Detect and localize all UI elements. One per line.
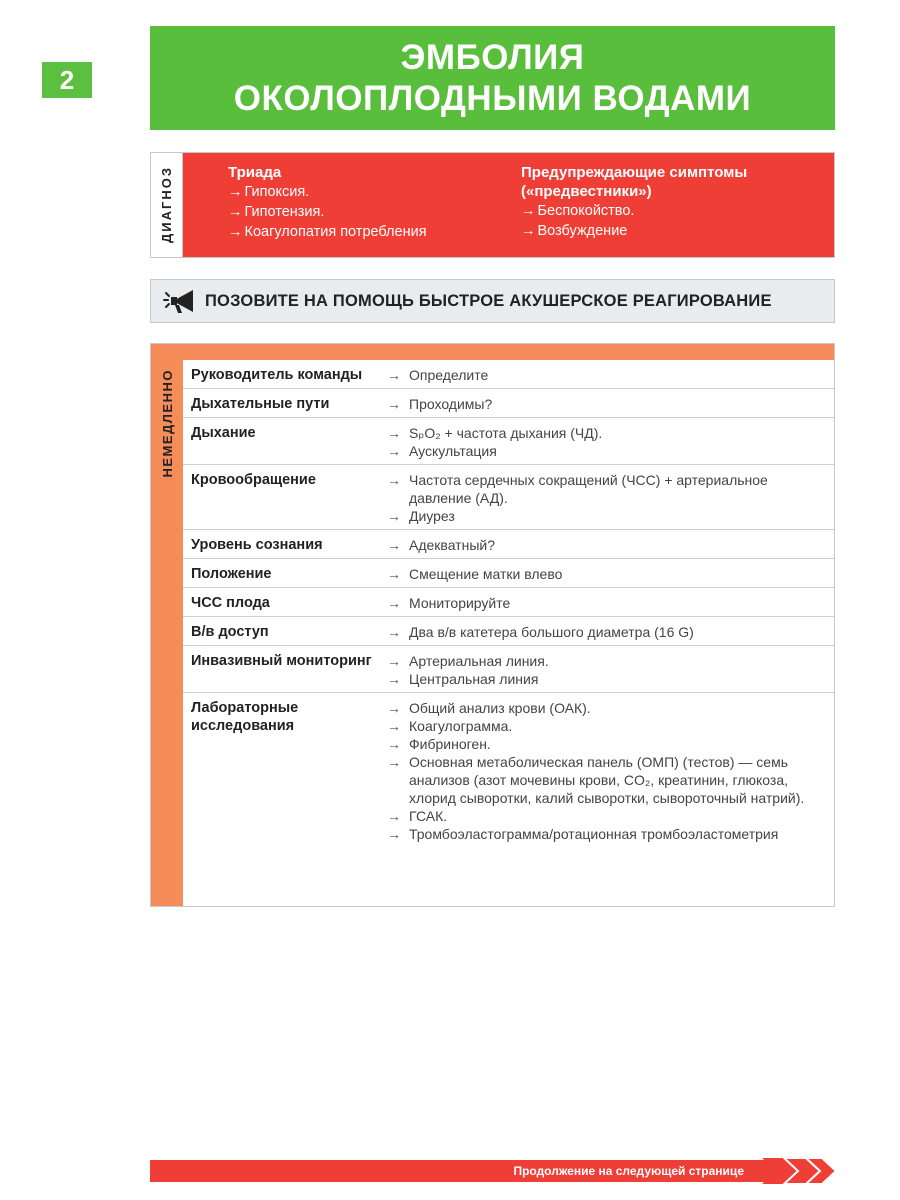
row-value: → Центральная линия <box>379 670 834 688</box>
row-label: Руководитель команды <box>191 367 363 383</box>
row-value: → Смещение матки влево <box>379 565 834 583</box>
arrow-icon: → <box>387 754 401 770</box>
table-row <box>183 530 834 559</box>
warning-column <box>521 163 834 257</box>
chevrons-right-icon <box>762 1158 836 1184</box>
call-for-help-box <box>150 279 835 323</box>
row-value: → Аускультация <box>379 442 834 460</box>
row-values <box>379 565 834 583</box>
triad-item: → Гипотензия. <box>228 204 325 220</box>
arrow-icon: → <box>387 566 401 582</box>
row-label: Лабораторные исследования <box>191 700 299 734</box>
row-value: → ГСАК. <box>379 807 834 825</box>
arrow-icon: → <box>387 653 401 669</box>
arrow-icon: → <box>387 425 401 441</box>
arrow-icon: → <box>387 472 401 488</box>
table-row <box>183 559 834 588</box>
row-value: → Проходимы? <box>379 395 834 413</box>
row-value: → Два в/в катетера большого диаметра (16 G) <box>379 623 834 641</box>
row-value: → Коагулограмма. <box>379 717 834 735</box>
row-label: Кровообращение <box>191 472 316 488</box>
arrow-icon: → <box>387 396 401 412</box>
table-row <box>183 693 834 847</box>
triad-column <box>228 163 521 257</box>
row-value: → Фибриноген. <box>379 735 834 753</box>
row-values <box>379 366 834 384</box>
arrow-icon: → <box>228 224 243 240</box>
diagnosis-body <box>183 153 834 257</box>
arrow-icon: → <box>521 223 536 239</box>
warning-heading-1: Предупреждающие симптомы <box>521 164 748 181</box>
row-value: → Общий анализ крови (ОАК). <box>379 699 834 717</box>
arrow-icon: → <box>387 367 401 383</box>
warning-heading-2: («предвестники») <box>521 183 652 200</box>
diagnosis-box <box>150 152 835 258</box>
row-values <box>379 699 834 843</box>
row-label: Уровень сознания <box>191 537 323 553</box>
arrow-icon: → <box>387 736 401 752</box>
table-row <box>183 389 834 418</box>
call-for-help-text: ПОЗОВИТЕ НА ПОМОЩЬ БЫСТРОЕ АКУШЕРСКОЕ РЕАГИРОВАНИЕ <box>205 291 772 310</box>
row-values <box>379 395 834 413</box>
title-banner <box>150 26 835 130</box>
diagnosis-side-label <box>151 153 183 257</box>
arrow-icon: → <box>228 204 243 220</box>
immediate-actions-table <box>150 343 835 907</box>
title-line-2: ОКОЛОПЛОДНЫМИ ВОДАМИ <box>233 79 752 118</box>
title-line-1: ЭМБОЛИЯ <box>400 38 585 77</box>
row-values <box>379 424 834 460</box>
row-value: → Частота сердечных сокращений (ЧСС) + артериальное давление (АД). <box>379 471 834 507</box>
arrow-icon: → <box>387 808 401 824</box>
warning-item: → Беспокойство. <box>521 203 635 219</box>
arrow-icon: → <box>228 184 243 200</box>
table-row <box>183 617 834 646</box>
arrow-icon: → <box>387 537 401 553</box>
triad-heading: Триада <box>228 164 282 181</box>
arrow-icon: → <box>387 508 401 524</box>
megaphone-icon <box>163 287 199 315</box>
arrow-icon: → <box>387 624 401 640</box>
triad-item: → Коагулопатия потребления <box>228 224 427 240</box>
row-value: → Основная метаболическая панель (ОМП) (тестов) — семь анализов (азот мочевины крови, CO₂, креатинин, глюкоза, хлорид сыворотки, калий сыворотки, сывороточный натрий). <box>379 753 834 807</box>
row-value: → SₚO₂ + частота дыхания (ЧД). <box>379 424 834 442</box>
row-value: → Тромбоэластограмма/ротационная тромбоэластометрия <box>379 825 834 843</box>
triad-item: → Гипоксия. <box>228 184 310 200</box>
table-row <box>183 418 834 465</box>
row-values <box>379 652 834 688</box>
row-values <box>379 623 834 641</box>
table-top-bar <box>151 344 834 360</box>
row-label: Дыхание <box>191 425 256 441</box>
immediate-side-label <box>151 344 183 906</box>
continuation-footer <box>150 1160 790 1182</box>
row-value: → Мониторируйте <box>379 594 834 612</box>
row-label: ЧСС плода <box>191 595 270 611</box>
row-label: Положение <box>191 566 272 582</box>
row-value: → Адекватный? <box>379 536 834 554</box>
table-row <box>183 588 834 617</box>
table-row <box>183 465 834 530</box>
arrow-icon: → <box>387 671 401 687</box>
continuation-text: Продолжение на следующей странице <box>513 1164 744 1178</box>
row-value: → Определите <box>379 366 834 384</box>
table-rows <box>183 360 834 847</box>
warning-item: → Возбуждение <box>521 223 628 239</box>
page-number: 2 <box>42 62 92 98</box>
arrow-icon: → <box>387 826 401 842</box>
row-label: Дыхательные пути <box>191 396 330 412</box>
row-values <box>379 594 834 612</box>
row-value: → Диурез <box>379 507 834 525</box>
table-row <box>183 360 834 389</box>
row-label: Инвазивный мониторинг <box>191 653 372 669</box>
table-row <box>183 646 834 693</box>
arrow-icon: → <box>387 700 401 716</box>
row-values <box>379 536 834 554</box>
immediate-label-text: НЕМЕДЛЕННО <box>159 369 175 478</box>
arrow-icon: → <box>387 443 401 459</box>
row-value: → Артериальная линия. <box>379 652 834 670</box>
arrow-icon: → <box>521 203 536 219</box>
diagnosis-label-text: ДИАГНОЗ <box>159 166 174 244</box>
arrow-icon: → <box>387 718 401 734</box>
row-values <box>379 471 834 525</box>
row-label: В/в доступ <box>191 624 269 640</box>
arrow-icon: → <box>387 595 401 611</box>
